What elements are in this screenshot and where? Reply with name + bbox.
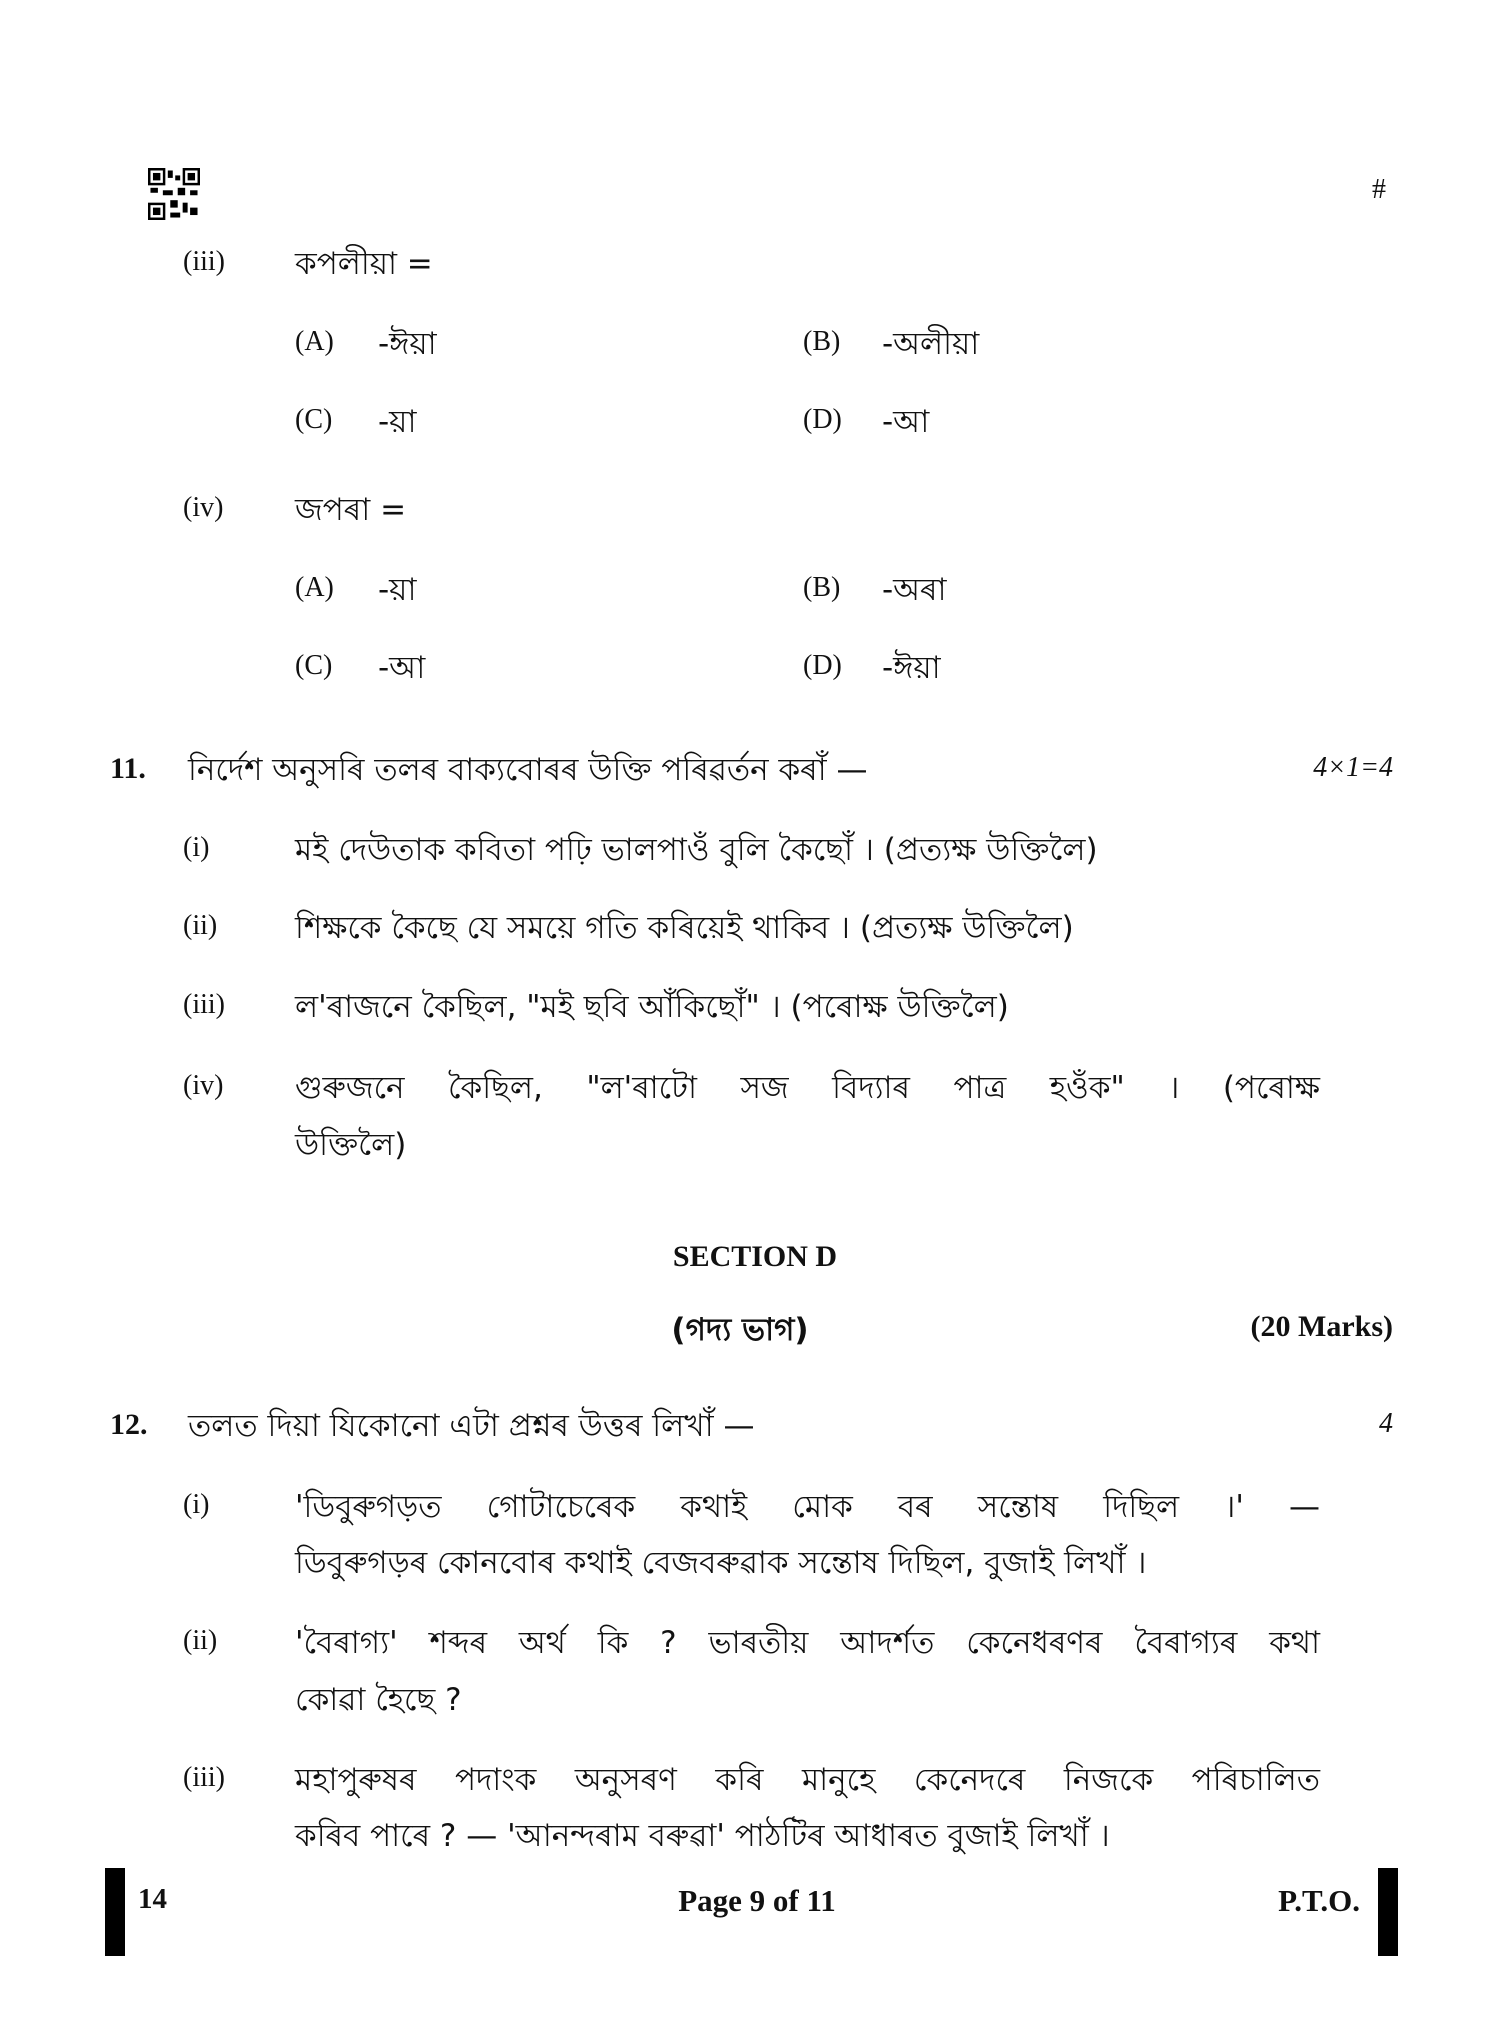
option-label: (C) xyxy=(295,404,333,435)
option-label: (B) xyxy=(803,326,841,357)
item-number: (iv) xyxy=(183,492,224,523)
item-text-line1: মহাপুৰুষৰ পদাংক অনুসৰণ কৰি মানুহে কেনেদৰে নিজকে পৰিচালিত xyxy=(295,1762,1320,1798)
option-text: -য়া xyxy=(378,572,417,608)
option-label: (D) xyxy=(803,404,842,435)
option-label: (A) xyxy=(295,572,334,603)
item-text-line2: কৰিব পাৰে ? — 'আনন্দৰাম বৰুৱা' পাঠটিৰ আধাৰত বুজাই লিখাঁ । xyxy=(295,1818,1110,1854)
option-label: (C) xyxy=(295,650,333,681)
question-marks: 4 xyxy=(1379,1408,1393,1439)
item-number: (iii) xyxy=(183,246,225,277)
item-number: (iii) xyxy=(183,1762,225,1793)
item-text-line2: উক্তিলৈ) xyxy=(295,1127,407,1163)
section-marks: (20 Marks) xyxy=(1250,1310,1393,1343)
item-text-line1: 'বৈৰাগ্য' শব্দৰ অৰ্থ কি ? ভাৰতীয় আদৰ্শত কেনেধৰণৰ বৈৰাগ্যৰ কথা xyxy=(295,1625,1320,1661)
question-number: 12. xyxy=(110,1408,148,1441)
item-text-line1: 'ডিবুৰুগড়ত গোটাচেৰেক কথাই মোক বৰ সন্তোষ দিছিল ।' — xyxy=(295,1489,1320,1525)
footer-code: 14 xyxy=(138,1883,167,1915)
item-text-line2: কোৱা হৈছে ? xyxy=(295,1682,462,1718)
pto-label: P.T.O. xyxy=(1278,1883,1360,1918)
item-number: (i) xyxy=(183,832,210,863)
option-label: (B) xyxy=(803,572,841,603)
item-text-line2: ডিবুৰুগড়ৰ কোনবোৰ কথাই বেজবৰুৱাক সন্তোষ দিছিল, বুজাই লিখাঁ । xyxy=(295,1545,1147,1581)
item-text: শিক্ষকে কৈছে যে সময়ে গতি কৰিয়েই থাকিব । (প্ৰত্যক্ষ উক্তিলৈ) xyxy=(295,910,1074,946)
item-text: মই দেউতাক কবিতা পঢ়ি ভালপাওঁ বুলি কৈছোঁ । (প্ৰত্যক্ষ উক্তিলৈ) xyxy=(295,832,1098,868)
item-number: (ii) xyxy=(183,910,218,941)
option-text: -য়া xyxy=(378,404,417,440)
item-text: ল'ৰাজনে কৈছিল, "মই ছবি আঁকিছোঁ" । (পৰোক্ষ উক্তিলৈ) xyxy=(295,989,1009,1025)
option-label: (D) xyxy=(803,650,842,681)
corner-mark: # xyxy=(1372,174,1386,205)
item-prompt: জপৰা = xyxy=(295,492,407,528)
option-text: -ঈয়া xyxy=(378,326,437,362)
item-number: (iii) xyxy=(183,989,225,1020)
section-subtitle: (গদ্য ভাগ) xyxy=(671,1312,809,1348)
item-prompt: কপলীয়া = xyxy=(295,246,433,282)
item-number: (ii) xyxy=(183,1625,218,1656)
item-text-line1: গুৰুজনে কৈছিল, "ল'ৰাটো সজ বিদ্যাৰ পাত্ৰ হওঁক" । (পৰোক্ষ xyxy=(295,1070,1320,1106)
qr-code-icon xyxy=(148,168,200,220)
item-number: (iv) xyxy=(183,1070,224,1101)
option-label: (A) xyxy=(295,326,334,357)
option-text: -অলীয়া xyxy=(882,326,980,362)
question-marks: 4×1=4 xyxy=(1313,752,1393,783)
question-text: নিৰ্দেশ অনুসৰি তলৰ বাক্যবোৰৰ উক্তি পৰিৱৰ্তন কৰাঁ — xyxy=(188,752,868,788)
option-text: -অৰা xyxy=(882,572,947,608)
page-number: Page 9 of 11 xyxy=(678,1883,836,1918)
question-text: তলত দিয়া যিকোনো এটা প্ৰশ্নৰ উত্তৰ লিখাঁ — xyxy=(188,1408,755,1444)
item-number: (i) xyxy=(183,1489,210,1520)
question-number: 11. xyxy=(110,752,146,785)
option-text: -আ xyxy=(378,650,426,686)
section-title: SECTION D xyxy=(672,1240,838,1273)
option-text: -আ xyxy=(882,404,930,440)
option-text: -ঈয়া xyxy=(882,650,941,686)
